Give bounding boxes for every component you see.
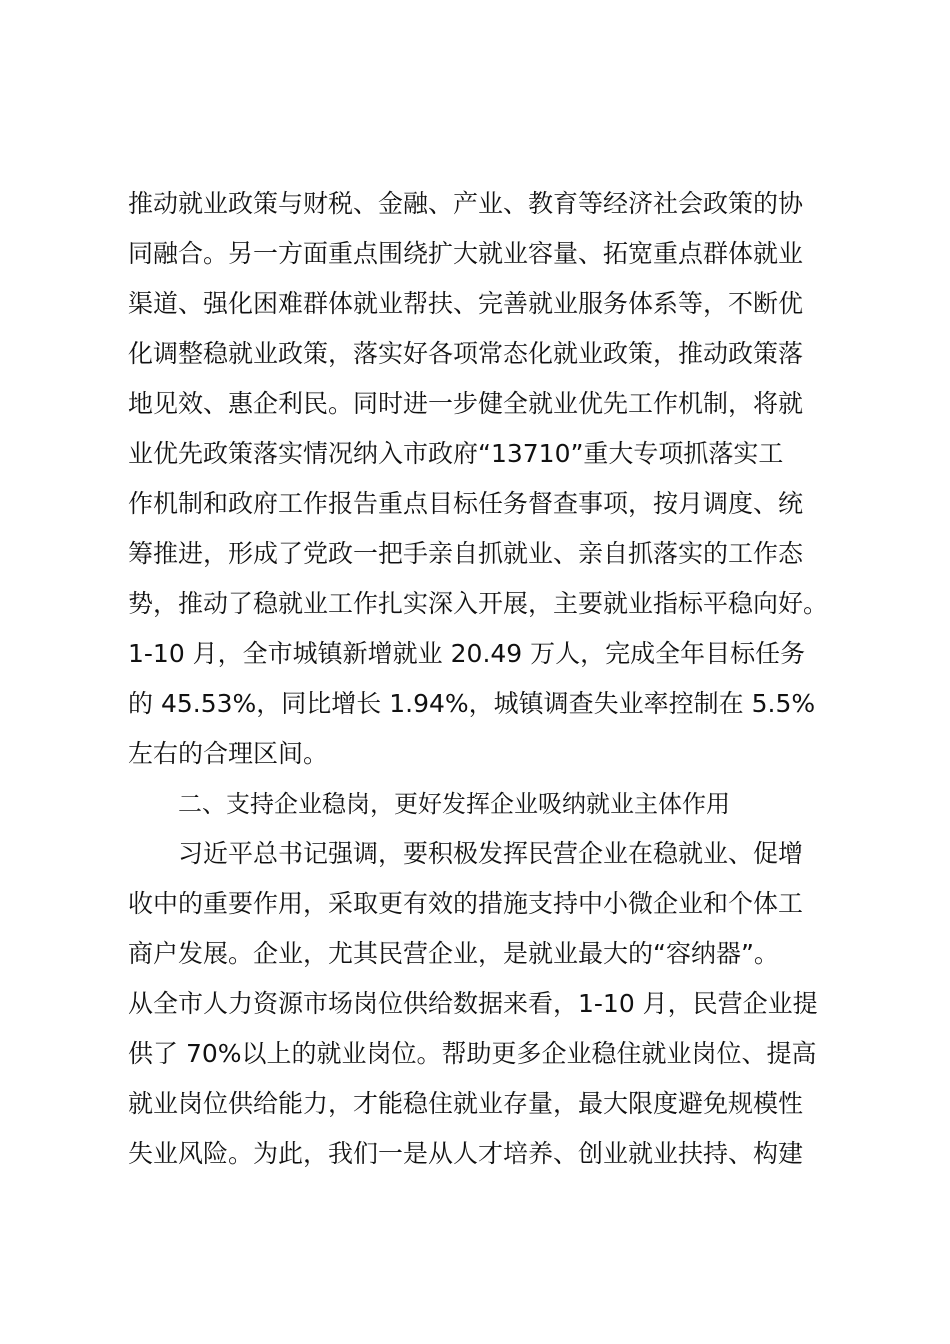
section-heading: 二、支持企业稳岗，更好发挥企业吸纳就业主体作用 <box>178 790 730 818</box>
text-line: 供了 70%以上的就业岗位。帮助更多企业稳住就业岗位、提高 <box>128 1039 817 1068</box>
text-line: 势，推动了稳就业工作扎实深入开展，主要就业指标平稳向好。 <box>128 589 829 618</box>
text-line: 的 45.53%，同比增长 1.94%，城镇调查失业率控制在 5.5% <box>128 689 816 718</box>
text-line: 推动就业政策与财税、金融、产业、教育等经济社会政策的协 <box>128 189 804 218</box>
text-line: 习近平总书记强调，要积极发挥民营企业在稳就业、促增 <box>178 839 804 868</box>
text-line: 化调整稳就业政策，落实好各项常态化就业政策，推动政策落 <box>128 339 804 368</box>
text-line: 业优先政策落实情况纳入市政府“13710”重大专项抓落实工 <box>128 439 784 468</box>
text-line: 失业风险。为此，我们一是从人才培养、创业就业扶持、构建 <box>128 1139 804 1168</box>
text-line: 渠道、强化困难群体就业帮扶、完善就业服务体系等，不断优 <box>128 289 804 318</box>
text-line: 1-10 月，全市城镇新增就业 20.49 万人，完成全年目标任务 <box>128 639 806 668</box>
text-line: 从全市人力资源市场岗位供给数据来看，1-10 月，民营企业提 <box>128 989 818 1018</box>
text-line: 筹推进，形成了党政一把手亲自抓就业、亲自抓落实的工作态 <box>128 539 804 568</box>
text-line: 就业岗位供给能力，才能稳住就业存量，最大限度避免规模性 <box>128 1089 804 1118</box>
text-line: 左右的合理区间。 <box>128 739 329 768</box>
text-line: 地见效、惠企利民。同时进一步健全就业优先工作机制，将就 <box>128 389 804 418</box>
text-line: 作机制和政府工作报告重点目标任务督查事项，按月调度、统 <box>128 489 804 518</box>
text-line: 同融合。另一方面重点围绕扩大就业容量、拓宽重点群体就业 <box>128 239 804 268</box>
text-line: 商户发展。企业，尤其民营企业，是就业最大的“容纳器”。 <box>128 939 779 968</box>
text-line: 收中的重要作用，采取更有效的措施支持中小微企业和个体工 <box>128 889 804 918</box>
